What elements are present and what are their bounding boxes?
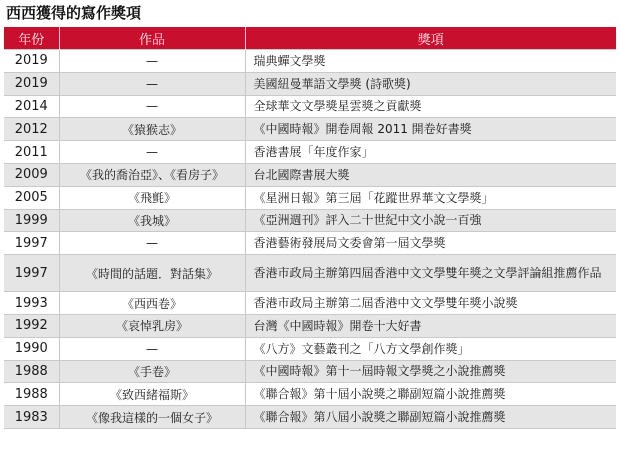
work-cell: 《時間的話題．對話集》 [59, 255, 245, 292]
award-cell: 台北國際書展大獎 [245, 163, 616, 186]
work-cell: — [59, 72, 245, 95]
table-row [4, 292, 616, 315]
header-award: 獎項 [245, 27, 616, 50]
work-cell: 《哀悼乳房》 [59, 314, 245, 337]
table-row [4, 406, 616, 429]
table-row [4, 141, 616, 164]
award-cell: 《聯合報》第十屆小說獎之聯副短篇小說推薦獎 [245, 383, 616, 406]
work-cell: 《我的喬治亞》、《看房子》 [59, 163, 245, 186]
award-cell: 《八方》文藝叢刊之「八方文學創作獎」 [245, 337, 616, 360]
year-cell: 1983 [4, 406, 59, 429]
table-row [4, 163, 616, 186]
award-cell: 美國紐曼華語文學獎 (詩歌獎) [245, 72, 616, 95]
award-cell: 台灣《中國時報》開卷十大好書 [245, 314, 616, 337]
year-cell: 1993 [4, 292, 59, 315]
table-row [4, 337, 616, 360]
work-cell: 《飛氈》 [59, 186, 245, 209]
year-cell: 1988 [4, 383, 59, 406]
award-cell: 香港書展「年度作家」 [245, 141, 616, 164]
award-cell: 《亞洲週刊》評入二十世紀中文小說一百強 [245, 209, 616, 232]
award-cell: 香港市政局主辦第二屆香港中文文學雙年獎小說獎 [245, 292, 616, 315]
award-cell: 《中國時報》開卷周報 2011 開卷好書獎 [245, 118, 616, 141]
table-row [4, 118, 616, 141]
award-cell: 瑞典蟬文學獎 [245, 50, 616, 73]
work-cell: 《西西卷》 [59, 292, 245, 315]
awards-table [4, 27, 616, 429]
year-cell: 2019 [4, 50, 59, 73]
table-row [4, 186, 616, 209]
table-row [4, 383, 616, 406]
year-cell: 2009 [4, 163, 59, 186]
award-cell: 香港市政局主辦第四屆香港中文文學雙年獎之文學評論組推薦作品 [245, 255, 616, 292]
year-cell: 2005 [4, 186, 59, 209]
table-row [4, 360, 616, 383]
year-cell: 2014 [4, 95, 59, 118]
work-cell: 《像我這樣的一個女子》 [59, 406, 245, 429]
year-cell: 2012 [4, 118, 59, 141]
year-cell: 1988 [4, 360, 59, 383]
table-row [4, 50, 616, 73]
table-title: 西西獲得的寫作獎項 [6, 4, 142, 22]
award-cell: 《中國時報》第十一屆時報文學獎之小說推薦獎 [245, 360, 616, 383]
work-cell: 《手卷》 [59, 360, 245, 383]
table-row [4, 209, 616, 232]
year-cell: 1997 [4, 232, 59, 255]
table-row [4, 255, 616, 292]
award-cell: 《聯合報》第八屆小說獎之聯副短篇小說推薦獎 [245, 406, 616, 429]
table-row [4, 72, 616, 95]
table-row [4, 95, 616, 118]
table-row [4, 232, 616, 255]
year-cell: 1997 [4, 255, 59, 292]
work-cell: — [59, 141, 245, 164]
work-cell: — [59, 232, 245, 255]
year-cell: 1999 [4, 209, 59, 232]
work-cell: — [59, 95, 245, 118]
award-cell: 全球華文文學獎星雲獎之貢獻獎 [245, 95, 616, 118]
year-cell: 1990 [4, 337, 59, 360]
year-cell: 1992 [4, 314, 59, 337]
work-cell: 《我城》 [59, 209, 245, 232]
work-cell: — [59, 337, 245, 360]
work-cell: — [59, 50, 245, 73]
header-row [4, 27, 616, 50]
award-cell: 《星洲日報》第三屆「花蹤世界華文文學獎」 [245, 186, 616, 209]
year-cell: 2011 [4, 141, 59, 164]
award-cell: 香港藝術發展局文委會第一屆文學獎 [245, 232, 616, 255]
year-cell: 2019 [4, 72, 59, 95]
table-row [4, 314, 616, 337]
header-work: 作品 [59, 27, 245, 50]
work-cell: 《致西緒福斯》 [59, 383, 245, 406]
work-cell: 《猿猴志》 [59, 118, 245, 141]
header-year: 年份 [4, 27, 59, 50]
